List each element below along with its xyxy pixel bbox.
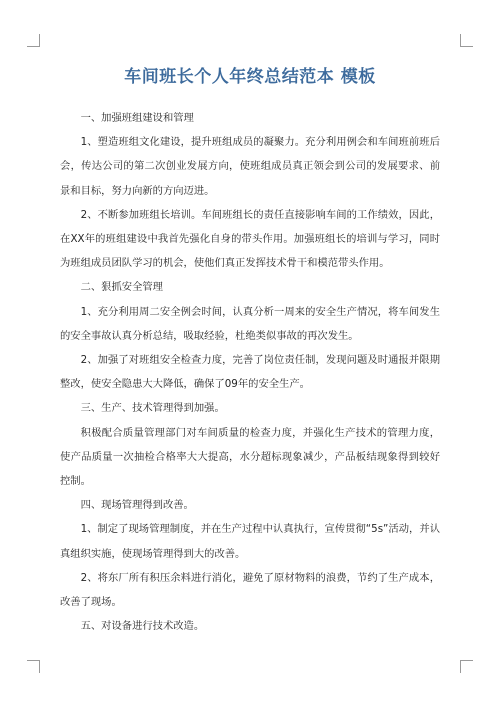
paragraph: 积极配合质量管理部门对车间质量的检查力度，并强化生产技术的管理力度，使产品质量一次抽检合格率大大提高，水分超标现象减少，产品板结现象得到较好控制。 xyxy=(60,426,440,488)
paragraph: 1、充分利用周二安全例会时间，认真分析一周来的安全生产情况，将车间发生的安全事故认真分析总结，吸取经验，杜绝类似事故的再次发生。 xyxy=(60,305,440,342)
section-heading-2: 二、狠抓安全管理 xyxy=(80,281,163,294)
section-heading-1: 一、加强班组建设和管理 xyxy=(80,112,194,124)
crop-mark-top-left xyxy=(27,34,40,47)
document-body xyxy=(60,106,440,638)
paragraph: 1、制定了现场管理制度，并在生产过程中认真执行，宣传贯彻“5s”活动，并认真组织实施，使现场管理得到大的改善。 xyxy=(60,523,440,560)
paragraph: 2、将东厂所有积压余料进行消化，避免了原材物料的浪费，节约了生产成本，改善了现场。 xyxy=(60,571,440,609)
document-title: 车间班长个人年终总结范本 模板 xyxy=(124,67,376,87)
crop-mark-bottom-left xyxy=(27,660,40,673)
crop-mark-top-right xyxy=(460,34,473,47)
section-heading-3: 三、生产、技术管理得到加强。 xyxy=(80,402,225,415)
paragraph: 1、塑造班组文化建设，提升班组成员的凝聚力。充分利用例会和车间班前班后会，传达公司的第二次创业发展方向，使班组成员真正领会到公司的发展要求、前景和目标，努力向新的方向迈进。 xyxy=(60,136,440,197)
paragraph: 2、不断参加班组长培训。车间班组长的责任直接影响车间的工作绩效，因此，在XX年的班组建设中我首先强化自身的带头作用。加强班组长的培训与学习，同时为班组成员团队学习的机会，使他们真正发挥技术骨干和模范带头作用。 xyxy=(60,208,440,270)
crop-mark-bottom-right xyxy=(460,660,473,673)
section-heading-5: 五、对设备进行技术改造。 xyxy=(80,620,205,633)
paragraph: 2、加强了对班组安全检查力度，完善了岗位责任制，发现问题及时通报并限期整改，使安全隐患大大降低，确保了09年的安全生产。 xyxy=(60,354,440,391)
section-heading-4: 四、现场管理得到改善。 xyxy=(80,499,194,512)
